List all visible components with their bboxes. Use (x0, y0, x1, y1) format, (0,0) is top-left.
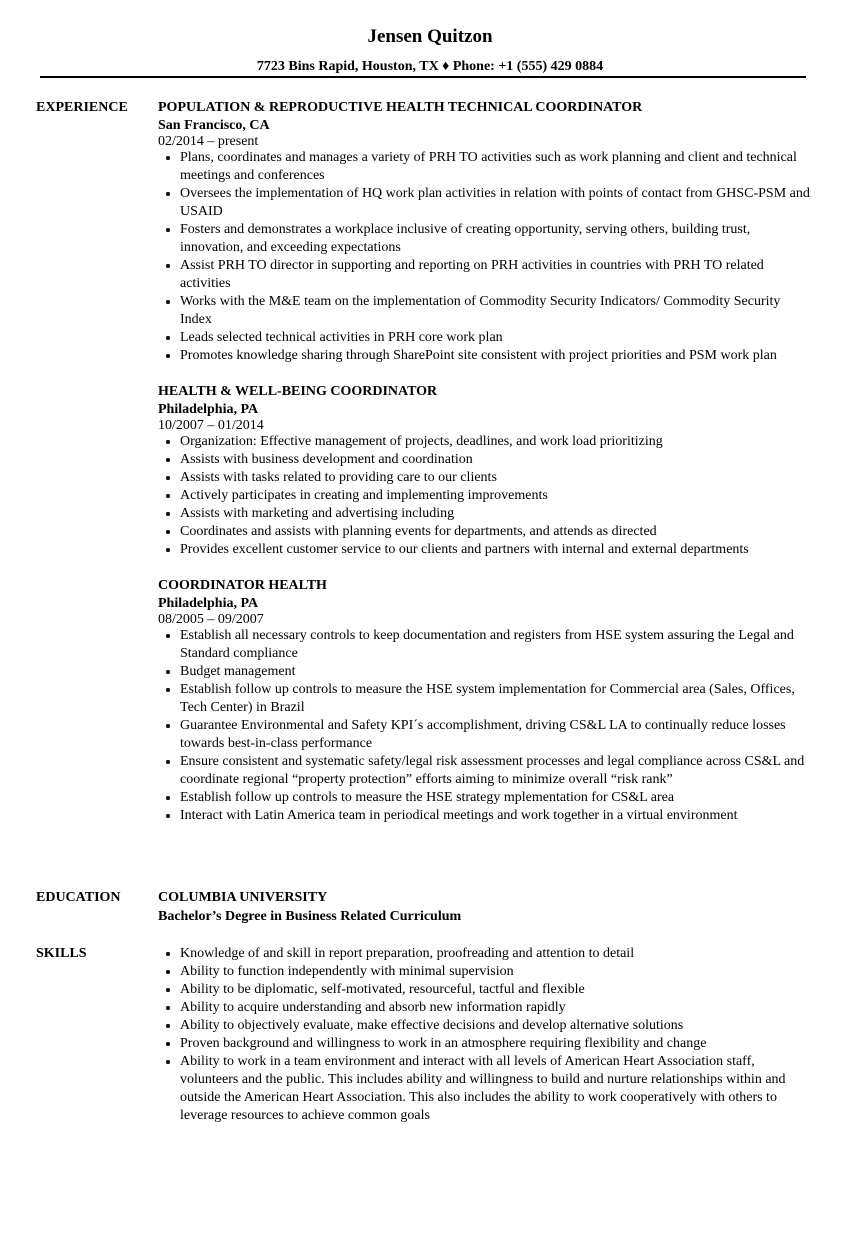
skills-body (158, 945, 813, 1125)
job-entry (158, 99, 813, 365)
bullet-item: Establish follow up controls to measure the HSE system implementation for Commercial area (Sales, Offices, Tech Center) in Brazil (180, 681, 813, 717)
job-bullets (158, 627, 813, 825)
bullet-item: Provides excellent customer service to our clients and partners with internal and external departments (180, 541, 813, 559)
bullet-item: Coordinates and assists with planning events for departments, and attends as directed (180, 523, 813, 541)
bullet-item: Plans, coordinates and manages a variety of PRH TO activities such as work planning and client and technical meetings and conferences (180, 149, 813, 185)
skill-item: Ability to be diplomatic, self-motivated, resourceful, tactful and flexible (180, 981, 813, 999)
job-bullets (158, 433, 813, 559)
skill-item: Ability to work in a team environment and interact with all levels of American Heart Association staff, volunteers and the public. This includes ability and willingness to build and nurture relationships within and outside the American Heart Association. This also includes the ability to work cooperatively with others to leverage resources to achieve common goals (180, 1053, 813, 1125)
bullet-item: Budget management (180, 663, 813, 681)
degree: Bachelor’s Degree in Business Related Curriculum (158, 909, 462, 924)
bullet-item: Establish all necessary controls to keep documentation and registers from HSE system assuring the Legal and Standard compliance (180, 627, 813, 663)
section-label-education: EDUCATION (36, 890, 121, 905)
bullet-item: Oversees the implementation of HQ work plan activities in relation with points of contact from GHSC-PSM and USAID (180, 185, 813, 221)
candidate-name: Jensen Quitzon (367, 26, 493, 47)
skill-item: Ability to objectively evaluate, make effective decisions and develop alternative solutions (180, 1017, 813, 1035)
job-dates: 08/2005 – 09/2007 (158, 612, 264, 627)
skill-item: Proven background and willingness to work in an atmosphere requiring flexibility and change (180, 1035, 813, 1053)
skills-list (158, 945, 813, 1125)
bullet-item: Actively participates in creating and implementing improvements (180, 487, 813, 505)
header-divider (40, 76, 806, 78)
job-bullets (158, 149, 813, 365)
job-location: Philadelphia, PA (158, 402, 259, 417)
bullet-item: Promotes knowledge sharing through SharePoint site consistent with project priorities and PSM work plan (180, 347, 813, 365)
bullet-item: Establish follow up controls to measure the HSE strategy mplementation for CS&L area (180, 789, 813, 807)
bullet-item: Assists with marketing and advertising including (180, 505, 813, 523)
bullet-item: Fosters and demonstrates a workplace inclusive of creating opportunity, serving others, building trust, innovation, and exceeding expectations (180, 221, 813, 257)
bullet-item: Ensure consistent and systematic safety/legal risk assessment processes and legal compliance across CS&L and coordinate regional “property protection” efforts aiming to minimize overall “risk rank” (180, 753, 813, 789)
job-title: POPULATION & REPRODUCTIVE HEALTH TECHNICAL COORDINATOR (158, 100, 643, 115)
bullet-item: Assists with tasks related to providing care to our clients (180, 469, 813, 487)
bullet-item: Assists with business development and coordination (180, 451, 813, 469)
skill-item: Ability to function independently with minimal supervision (180, 963, 813, 981)
bullet-item: Assist PRH TO director in supporting and reporting on PRH activities in countries with PRH TO related activities (180, 257, 813, 293)
school-name: COLUMBIA UNIVERSITY (158, 890, 328, 905)
skill-item: Ability to acquire understanding and absorb new information rapidly (180, 999, 813, 1017)
skill-item: Knowledge of and skill in report preparation, proofreading and attention to detail (180, 945, 813, 963)
job-title: HEALTH & WELL-BEING COORDINATOR (158, 384, 438, 399)
bullet-item: Leads selected technical activities in PRH core work plan (180, 329, 813, 347)
contact-line: 7723 Bins Rapid, Houston, TX ♦ Phone: +1 (555) 429 0884 (256, 59, 604, 74)
bullet-item: Interact with Latin America team in periodical meetings and work together in a virtual environment (180, 807, 813, 825)
education-body (158, 889, 813, 927)
bullet-item: Organization: Effective management of projects, deadlines, and work load prioritizing (180, 433, 813, 451)
job-dates: 10/2007 – 01/2014 (158, 418, 264, 433)
section-label-skills: SKILLS (36, 946, 87, 961)
section-label-experience: EXPERIENCE (36, 100, 128, 115)
experience-body (158, 99, 813, 843)
job-entry (158, 577, 813, 825)
resume-header (0, 24, 860, 76)
job-location: Philadelphia, PA (158, 596, 259, 611)
job-entry (158, 383, 813, 559)
job-title: COORDINATOR HEALTH (158, 578, 327, 593)
bullet-item: Guarantee Environmental and Safety KPI´s accomplishment, driving CS&L LA to continually reduce losses towards best-in-class performance (180, 717, 813, 753)
bullet-item: Works with the M&E team on the implementation of Commodity Security Indicators/ Commodity Security Index (180, 293, 813, 329)
job-dates: 02/2014 – present (158, 134, 259, 149)
job-location: San Francisco, CA (158, 118, 270, 133)
